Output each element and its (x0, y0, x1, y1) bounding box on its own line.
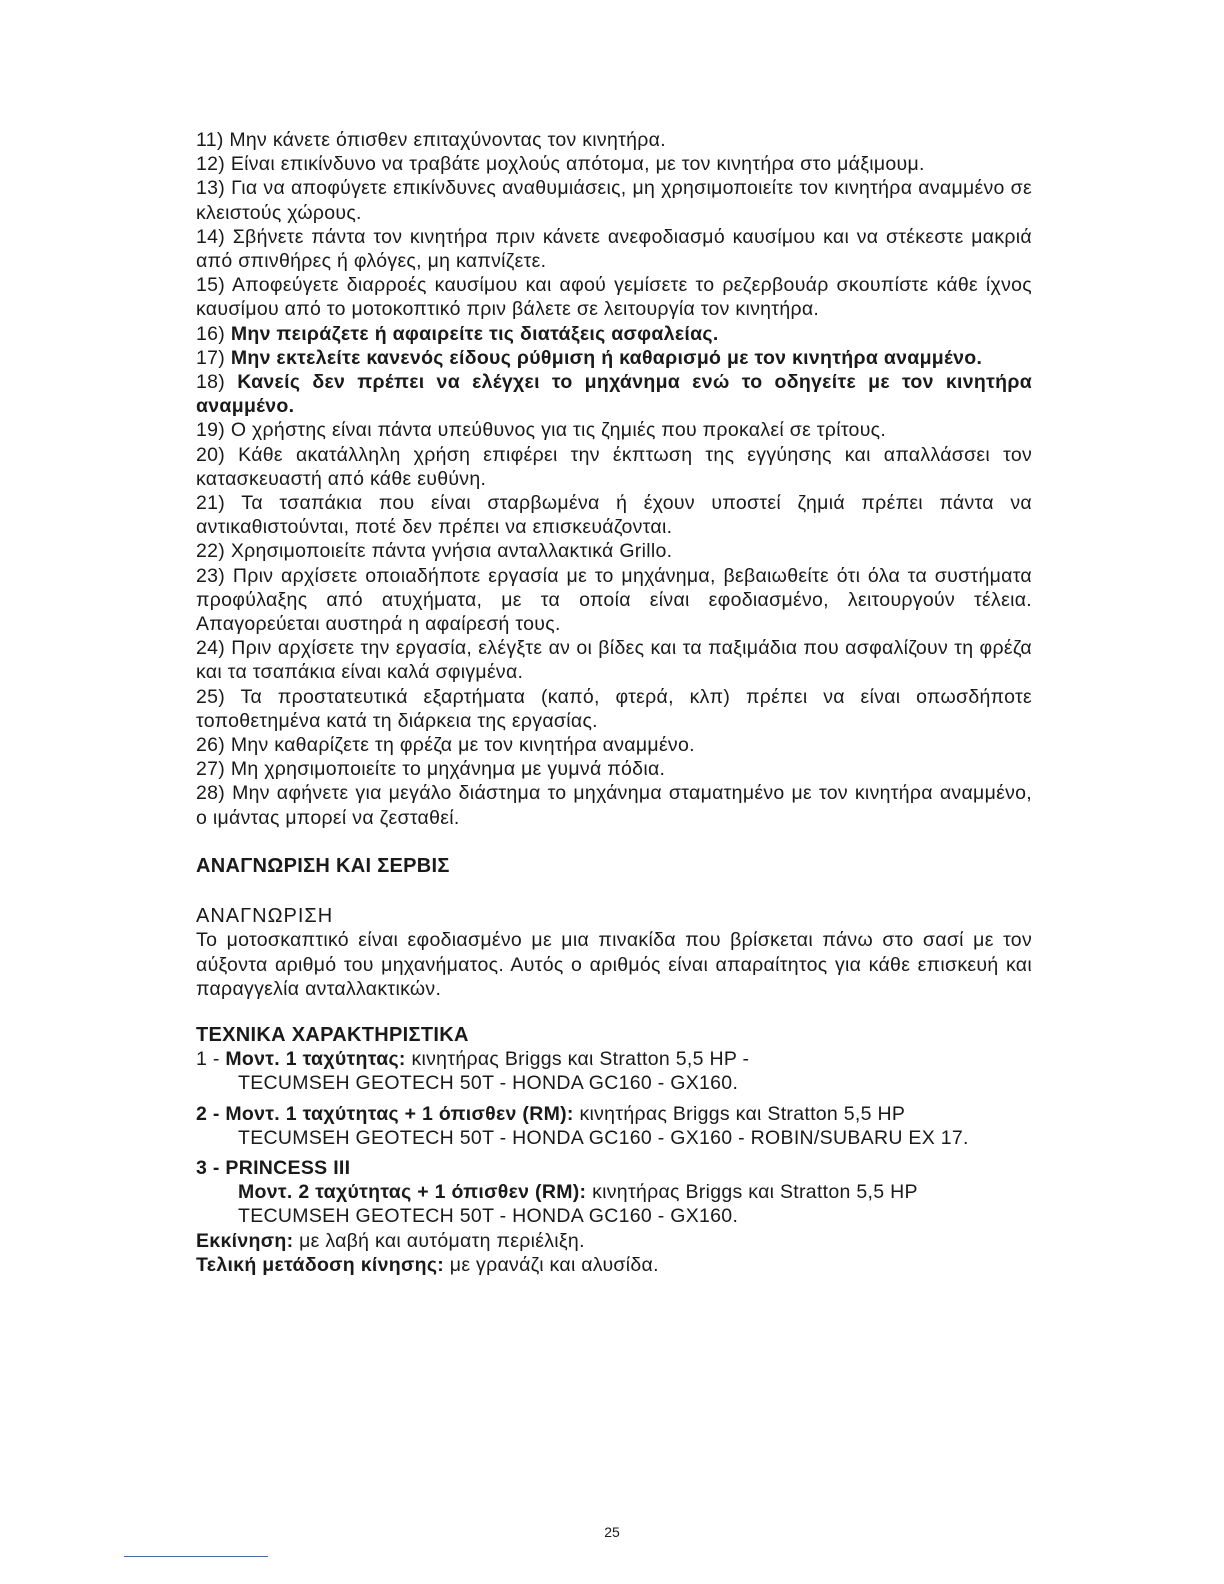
section-title: ΑΝΑΓΝΩΡΙΣΗ ΚΑΙ ΣΕΡΒΙΣ (196, 854, 450, 877)
starting-text: με λαβή και αυτόματη περιέλιξη. (299, 1229, 585, 1252)
safety-rules-list (196, 128, 1032, 830)
transmission-text: με γρανάζι και αλυσίδα. (449, 1253, 659, 1276)
rule-number: 14) (196, 225, 226, 248)
safety-rule (196, 781, 1032, 829)
safety-rule (196, 322, 1032, 346)
rule-number: 20) (196, 443, 226, 466)
identification-title: ΑΝΑΓΝΩΡΙΣΗ (196, 905, 334, 928)
safety-rule (196, 443, 1032, 491)
rule-text: Για να αποφύγετε επικίνδυνες αναθυμιάσεις, μη χρησιμοποιείτε τον κινητήρα αναμμένο σε κλειστούς χώρους. (196, 177, 1032, 224)
rule-number: 23) (196, 564, 226, 587)
spec-1-line1 (196, 1047, 1032, 1071)
rule-text: Μην πειράζετε ή αφαιρείτε τις διατάξεις ασφαλείας. (230, 322, 719, 345)
safety-rule (196, 128, 1032, 152)
safety-rule (196, 564, 1032, 637)
safety-rule (196, 176, 1032, 224)
rule-number: 19) (196, 419, 226, 442)
spec-1-engine: κινητήρας Briggs και Stratton 5,5 HP - (411, 1048, 750, 1071)
safety-rule (196, 733, 1032, 757)
rule-text: Μη χρησιμοποιείτε το μηχάνημα με γυμνά πόδια. (230, 758, 666, 781)
rule-number: 11) (196, 129, 224, 151)
rule-number: 25) (196, 685, 226, 708)
spec-1-label: Μοντ. 1 ταχύτητας: (225, 1048, 406, 1071)
spec-1-line2: TECUMSEH GEOTECH 50T - HONDA GC160 - GX160. (238, 1072, 739, 1095)
safety-rule (196, 152, 1032, 176)
safety-rule (196, 273, 1032, 321)
safety-rule (196, 636, 1032, 684)
rule-number: 22) (196, 540, 226, 563)
rule-text: Χρησιμοποιείτε πάντα γνήσια ανταλλακτικά Grillo. (230, 540, 673, 563)
rule-text: Μην εκτελείτε κανενός είδους ρύθμιση ή καθαρισμό με τον κινητήρα αναμμένο. (230, 346, 983, 369)
spec-2-prefix: 2 - (196, 1102, 220, 1125)
safety-rule (196, 539, 1032, 563)
spec-3-prefix: 3 - (196, 1156, 220, 1179)
spec-3-label: PRINCESS III (225, 1156, 351, 1179)
rule-text: Πριν αρχίσετε οποιαδήποτε εργασία με το μηχάνημα, βεβαιωθείτε ότι όλα τα συστήματα προφύλαξης από ατυχήματα, με τα οποία είναι εφοδιασμένο, λειτουργούν τέλεια. Απαγορεύεται αυστηρά η αφαίρεσή τους. (196, 564, 1032, 636)
rule-number: 15) (196, 274, 226, 297)
rule-number: 17) (196, 346, 226, 369)
safety-rule (196, 757, 1032, 781)
rule-text: Ο χρήστης είναι πάντα υπεύθυνος για τις ζημιές που προκαλεί σε τρίτους. (230, 419, 887, 442)
rule-number: 24) (196, 637, 226, 660)
safety-rule (196, 346, 1032, 370)
starting-label: Εκκίνηση: (196, 1229, 294, 1252)
rule-text: Μην καθαρίζετε τη φρέζα με τον κινητήρα αναμμένο. (230, 734, 695, 757)
rule-number: 21) (196, 492, 226, 515)
rule-number: 27) (196, 758, 226, 781)
rule-number: 18) (196, 371, 226, 394)
rule-number: 16) (196, 322, 226, 345)
rule-text: Μην κάνετε όπισθεν επιταχύνοντας τον κινητήρα. (229, 129, 666, 151)
rule-number: 13) (196, 177, 226, 200)
rule-text: Μην αφήνετε για μεγάλο διάστημα το μηχάνημα σταματημένο με τον κινητήρα αναμμένο, ο ιμάντας μπορεί να ζεσταθεί. (196, 782, 1033, 829)
spec-2-engine: κινητήρας Briggs και Stratton 5,5 HP (579, 1102, 906, 1125)
rule-text: Κάθε ακατάλληλη χρήση επιφέρει την έκπτωση της εγγύησης και απαλλάσσει τον κατασκευαστή από κάθε ευθύνη. (196, 443, 1033, 490)
identification-text: Το μοτοσκαπτικό είναι εφοδιασμένο με μια πινακίδα που βρίσκεται πάνω στο σασί με τον αύξοντα αριθμό του μηχανήματος. Αυτός ο αριθμός είναι απαραίτητος για κάθε επισκευή και παραγγελία ανταλλακτικών. (196, 929, 1032, 1000)
spec-3-model: Μοντ. 2 ταχύτητας + 1 όπισθεν (RM): (238, 1181, 587, 1204)
safety-rule (196, 370, 1032, 418)
transmission-line (196, 1253, 1032, 1277)
footer-divider (124, 1556, 268, 1557)
rule-text: Αποφεύγετε διαρροές καυσίμου και αφού γεμίσετε το ρεζερβουάρ σκουπίστε κάθε ίχνος καυσίμου από το μοτοκοπτικό πριν βάλετε σε λειτουργία τον κινητήρα. (196, 274, 1032, 321)
spec-3-line1 (196, 1180, 1032, 1204)
rule-text: Σβήνετε πάντα τον κινητήρα πριν κάνετε ανεφοδιασμό καυσίμου και να στέκεστε μακριά από σπινθήρες ή φλόγες, μη καπνίζετε. (196, 225, 1033, 273)
rule-text: Τα προστατευτικά εξαρτήματα (καπό, φτερά, κλπ) πρέπει να είναι οπωσδήποτε τοποθετημένα κατά τη διάρκεια της εργασίας. (196, 685, 1033, 732)
rule-text: Κανείς δεν πρέπει να ελέγχει το μηχάνημα ενώ το οδηγείτε με τον κινητήρα αναμμένο. (196, 371, 1032, 418)
page-content (196, 128, 1032, 1277)
safety-rule (196, 418, 1032, 442)
safety-rule (196, 685, 1032, 733)
tech-specs-title: ΤΕΧΝΙΚΑ ΧΑΡΑΚΤΗΡΙΣΤΙΚΑ (196, 1023, 469, 1046)
rule-text: Είναι επικίνδυνο να τραβάτε μοχλούς απότομα, με τον κινητήρα στο μάξιμουμ. (230, 153, 925, 176)
spec-2-label: Μοντ. 1 ταχύτητας + 1 όπισθεν (RM): (225, 1102, 574, 1125)
starting-line (196, 1229, 1032, 1253)
rule-number: 12) (196, 153, 226, 176)
rule-text: Πριν αρχίσετε την εργασία, ελέγξτε αν οι βίδες και τα παξιμάδια που ασφαλίζουν τη φρέζα και τα τσαπάκια είναι καλά σφιγμένα. (196, 637, 1033, 684)
safety-rule (196, 491, 1032, 539)
spec-3-line2: TECUMSEH GEOTECH 50T - HONDA GC160 - GX160. (238, 1205, 739, 1228)
rule-text: Τα τσαπάκια που είναι σταρβωμένα ή έχουν υποστεί ζημιά πρέπει πάντα να αντικαθιστούνται, ποτέ δεν πρέπει να επισκευάζονται. (196, 492, 1032, 539)
spec-2-line2: TECUMSEH GEOTECH 50T - HONDA GC160 - GX160 - ROBIN/SUBARU EX 17. (238, 1126, 969, 1149)
page-number: 25 (604, 1524, 620, 1540)
safety-rule (196, 225, 1032, 273)
rule-number: 26) (196, 734, 226, 757)
spec-3-engine: κινητήρας Briggs και Stratton 5,5 HP (592, 1181, 918, 1204)
rule-number: 28) (196, 782, 226, 805)
spec-1-prefix: 1 - (196, 1048, 220, 1071)
spec-3-title (196, 1156, 1032, 1180)
transmission-label: Τελική μετάδοση κίνησης: (196, 1253, 445, 1276)
spec-2-line1 (196, 1102, 1032, 1126)
